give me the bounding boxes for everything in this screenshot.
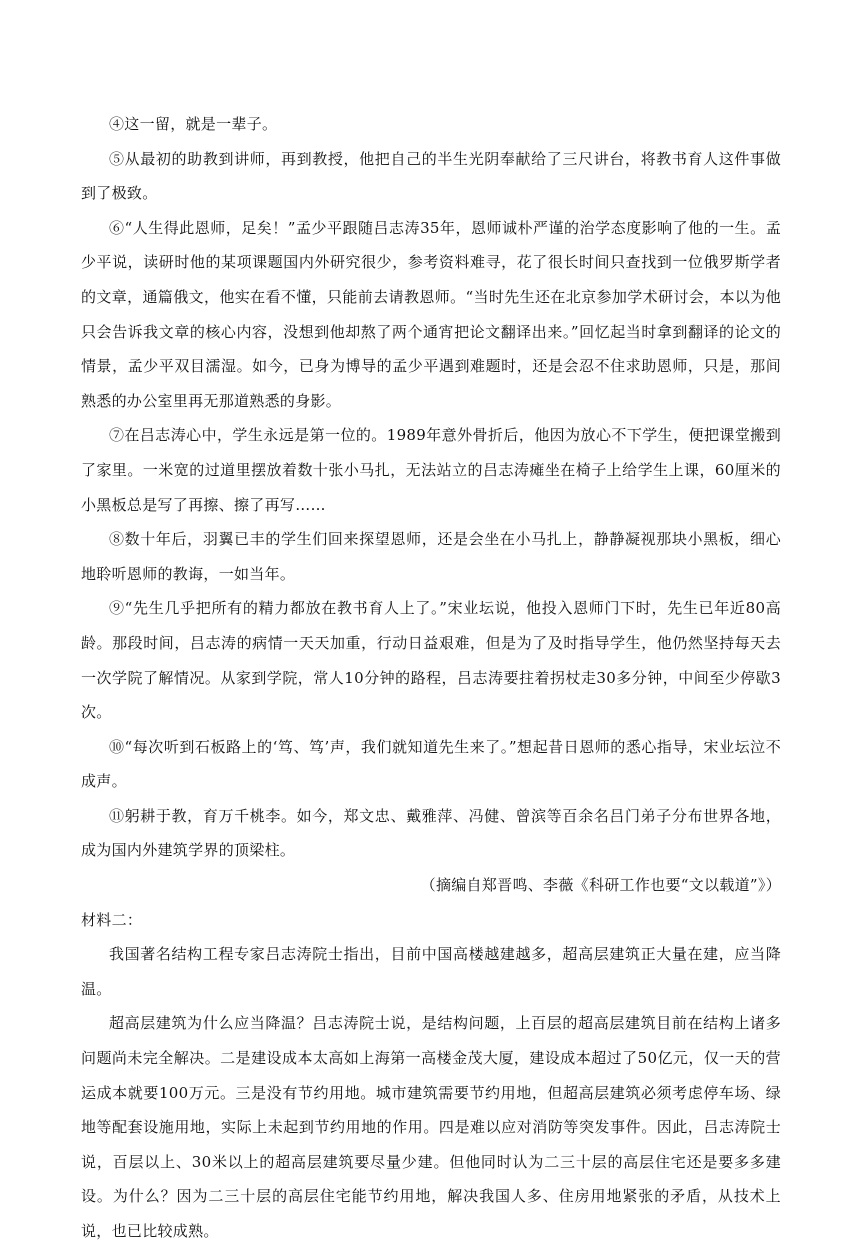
paragraph-4: ④这一留，就是一辈子。 — [109, 115, 278, 133]
material2-paragraph-2: 超高层建筑为什么应当降温？吕志涛院士说，是结构问题，上百层的超高层建筑目前在结构上诸多问题尚未完全解决。二是建设成本太高如上海第一高楼金茂大厦，建设成本超过了50亿元，仅一天的营运成本就要100万元。三是没有节约用地。城市建筑需要节约用地，但超高层建筑必须考虑停车场、绿地等配套设施用地，实际上未起到节约用地的作用。四是难以应对消防等突发事件。因此，吕志涛院士说，百层以上、30米以上的超高层建筑要尽量少建。但他同时认为二三十层的高层住宅还是要多多建设。为什么？因为二三十层的高层住宅能节约用地，解决我国人多、住房用地紧张的矛盾，从技术上说，也已比较成熟。 — [81, 1014, 781, 1240]
paragraph-10: ⑩“每次听到石板路上的‘笃、笃’声，我们就知道先生来了。”想起昔日恩师的悉心指导，宋业坛泣不成声。 — [81, 737, 781, 791]
paragraph-8: ⑧数十年后，羽翼已丰的学生们回来探望恩师，还是会坐在小马扎上，静静凝视那块小黑板，细心地聆听恩师的教诲，一如当年。 — [81, 530, 781, 583]
material2-paragraph-1: 我国著名结构工程专家吕志涛院士指出，目前中国高楼越建越多，超高层建筑正大量在建，应当降温。 — [81, 945, 781, 998]
paragraph-11: ⑪躬耕于教，育万千桃李。如今，郑文忠、戴雅萍、冯健、曾滨等百余名吕门弟子分布世界各地，成为国内外建筑学界的顶梁柱。 — [81, 806, 781, 860]
paragraph-7: ⑦在吕志涛心中，学生永远是第一位的。1989年意外骨折后，他因为放心不下学生，便把课堂搬到了家里。一米宽的过道里摆放着数十张小马扎，无法站立的吕志涛瘫坐在椅子上给学生上课，60厘米的小黑板总是写了再擦、擦了再写…… — [81, 426, 781, 514]
document-page — [81, 107, 781, 1249]
section-label: 材料二： — [81, 910, 143, 929]
source-citation: （摘编自郑晋鸣、李薇《科研工作也要“文以载道”》） — [420, 876, 781, 895]
paragraph-5: ⑤从最初的助教到讲师，再到教授，他把自己的半生光阴奉献给了三尺讲台，将教书育人这件事做到了极致。 — [81, 149, 781, 203]
paragraph-6: ⑥“人生得此恩师，足矣！”孟少平跟随吕志涛35年，恩师诚朴严谨的治学态度影响了他的一生。孟少平说，读研时他的某项课题国内外研究很少，参考资料难寻，花了很长时间只查找到一位俄罗斯学者的文章，通篇俄文，他实在看不懂，只能前去请教恩师。“当时先生还在北京参加学术研讨会，本以为他只会告诉我文章的核心内容，没想到他却熬了两个通宵把论文翻译出来。”回忆起当时拿到翻译的论文的情景，孟少平双目濡湿。如今，已身为博导的孟少平遇到难题时，还是会忍不住求助恩师，只是，那间熟悉的办公室里再无那道熟悉的身影。 — [81, 218, 781, 410]
paragraph-9: ⑨“先生几乎把所有的精力都放在教书育人上了。”宋业坛说，他投入恩师门下时，先生已年近80高龄。那段时间，吕志涛的病情一天天加重，行动日益艰难，但是为了及时指导学生，他仍然坚持每天去一次学院了解情况。从家到学院，常人10分钟的路程，吕志涛要拄着拐杖走30多分钟，中间至少停歇3次。 — [81, 599, 781, 722]
